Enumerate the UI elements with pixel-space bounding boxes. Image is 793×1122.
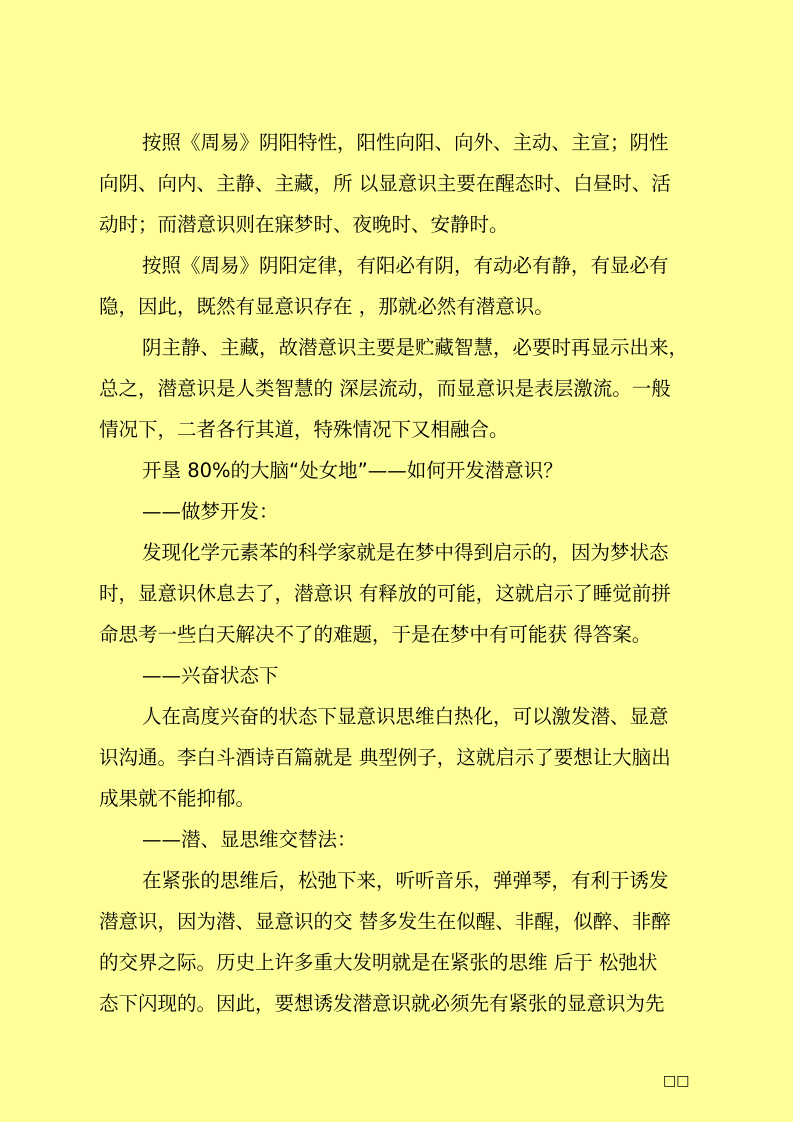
text-line: 阴主静、主藏，故潜意识主要是贮藏智慧，必要时再显示出来， — [142, 336, 689, 359]
section-heading: ——兴奋状态下 — [142, 664, 279, 687]
text-line: 隐，因此，既然有显意识存在 ，那就必然有潜意识。 — [99, 295, 554, 318]
text-line: 总之，潜意识是人类智慧的 深层流动，而显意识是表层激流。一般 — [99, 377, 671, 400]
document-body — [99, 122, 727, 1024]
text-line: 潜意识，因为潜、显意识的交 替多发生在似醒、非醒，似醉、非醉 — [99, 910, 671, 933]
text-line: 情况下，二者各行其道，特殊情况下又相融合。 — [99, 418, 509, 441]
text-line: 识沟通。李白斗酒诗百篇就是 典型例子，这就启示了要想让大脑出 — [99, 746, 671, 769]
text-line: 成果就不能抑郁。 — [99, 787, 256, 810]
text-line: 在紧张的思维后，松弛下来，听听音乐，弹弹琴，有利于诱发 — [142, 869, 669, 892]
text-line: 按照《周易》阴阳定律，有阳必有阴，有动必有静，有显必有 — [142, 254, 669, 277]
page-footer-mark: □□ — [663, 1073, 690, 1089]
section-heading: ——潜、显思维交替法： — [142, 828, 357, 851]
text-line: 态下闪现的。因此，要想诱发潜意识就必须先有紧张的显意识为先 — [99, 992, 665, 1015]
text-line: 向阴、向内、主静、主藏，所 以显意识主要在醒态时、白昼时、活 — [99, 172, 671, 195]
text-line: 发现化学元素苯的科学家就是在梦中得到启示的，因为梦状态 — [142, 541, 669, 564]
text-line: 按照《周易》阴阳特性，阳性向阳、向外、主动、主宣；阴性 — [142, 131, 669, 154]
text-line: 命思考一些白天解决不了的难题，于是在梦中有可能获 得答案。 — [99, 623, 652, 646]
text-line: 时，显意识休息去了，潜意识 有释放的可能，这就启示了睡觉前拼 — [99, 582, 671, 605]
text-line: 的交界之际。历史上许多重大发明就是在紧张的思维 后于 松弛状 — [99, 951, 658, 974]
text-line: 动时；而潜意识则在寐梦时、夜晚时、安静时。 — [99, 213, 509, 236]
section-heading: ——做梦开发： — [142, 500, 279, 523]
text-line: 人在高度兴奋的状态下显意识思维白热化，可以激发潜、显意 — [142, 705, 669, 728]
section-heading: 开垦 80%的大脑“处女地”——如何开发潜意识？ — [142, 459, 563, 482]
